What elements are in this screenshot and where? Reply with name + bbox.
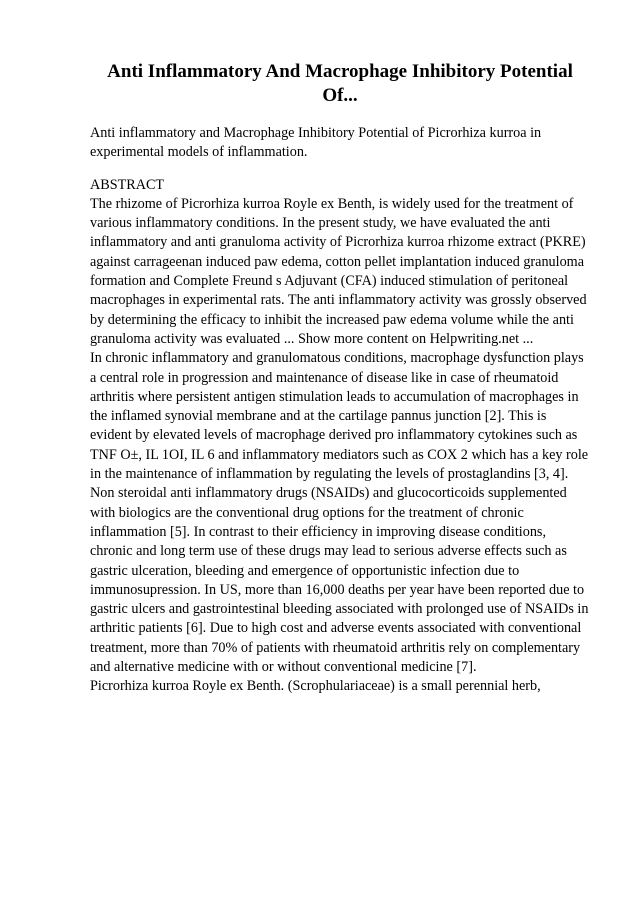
- abstract-heading: ABSTRACT: [90, 176, 165, 193]
- document-page: [90, 60, 590, 697]
- document-title: Anti Inflammatory And Macrophage Inhibitory Potential Of...: [107, 61, 573, 106]
- body-paragraph: Picrorhiza kurroa Royle ex Benth. (Scrophulariaceae) is a small perennial herb,: [90, 678, 541, 695]
- body-paragraph: In chronic inflammatory and granulomatous conditions, macrophage dysfunction plays a central role in progression and maintenance of disease like in case of rheumatoid arthritis where persistent antigen stimulation leads to accumulation of macrophages in the inflamed synovial membrane and at the cartilage pannus junction [2]. This is evident by elevated levels of macrophage derived pro inflammatory cytokines such as TNF O±, IL 1OI, IL 6 and inflammatory mediators such as COX 2 which has a key role in the maintenance of inflammation by regulating the levels of prostaglandins [3, 4].: [90, 350, 589, 483]
- body-paragraph: The rhizome of Picrorhiza kurroa Royle ex Benth, is widely used for the treatment of various inflammatory conditions. In the present study, we have evaluated the anti inflammatory and anti granuloma activity of Picrorhiza kurroa rhizome extract (PKRE) against carrageenan induced paw edema, cotton pellet implantation induced granuloma formation and Complete Freund s Adjuvant (CFA) induced stimulation of peritoneal macrophages in experimental rats. The anti inflammatory activity was grossly observed by determining the efficacy to inhibit the increased paw edema volume while the anti granuloma activity was evaluated ... Show more content on Helpwriting.net ...: [90, 195, 587, 347]
- document-subtitle: Anti inflammatory and Macrophage Inhibitory Potential of Picrorhiza kurroa in experimental models of inflammation.: [90, 125, 542, 161]
- body-paragraph: Non steroidal anti inflammatory drugs (NSAIDs) and glucocorticoids supplemented with biologics are the conventional drug options for the treatment of chronic inflammation [5]. In contrast to their efficiency in improving disease conditions, chronic and long term use of these drugs may lead to serious adverse effects such as gastric ulceration, bleeding and emergence of opportunistic infection due to immunosupression. In US, more than 16,000 deaths per year have been reported due to gastric ulcers and gastrointestinal bleeding associated with prolonged use of NSAIDs in arthritic patients [6]. Due to high cost and adverse events associated with conventional treatment, more than 70% of patients with rheumatoid arthritis rely on complementary and alternative medicine with or without conventional medicine [7].: [90, 485, 589, 676]
